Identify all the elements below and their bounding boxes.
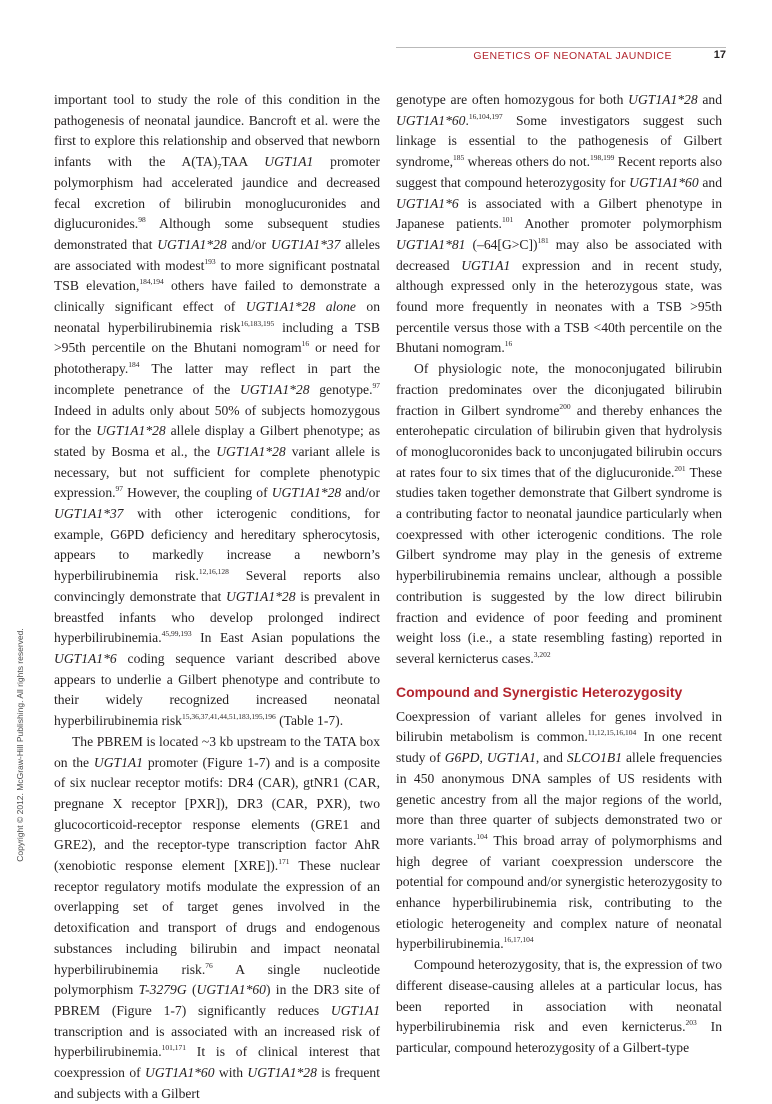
reference-superscript: 11,12,15,16,104 — [587, 728, 637, 738]
reference-superscript: 201 — [674, 463, 686, 473]
italic-term: UGT1A1*28 — [271, 485, 342, 501]
header-rule — [396, 47, 726, 48]
reference-superscript: 185 — [453, 153, 465, 163]
italic-term: UGT1A1 — [264, 154, 314, 170]
reference-superscript: 45,99,193 — [161, 629, 192, 639]
body-paragraph: Coexpression of variant alleles for genes involved in bilirubin metabolism is common.$^{11,12,15,16,104}$ In one recent study of G6PD, UGT1A1, and SLCO1B1 allele frequencies in 450 anonymous DNA samples of US residents with genetic ancestry from all the major regions of the world, more than three quarter of subjects demonstrated two or more variants.$^{104}$ This broad array of polymorphisms and high degree of variant coexpression underscore the potential for compound and/or synergistic heterozygosity to enhance hyperbilirubinemia risk, contributing to the etiologic heterogeneity and complex nature of neonatal hyperbilirubinemia.$^{16,17,104}$ — [396, 708, 722, 952]
italic-term: UGT1A1*6 — [54, 650, 117, 666]
body-paragraph: Compound heterozygosity, that is, the expression of two different disease-causing alleles at a particular locus, has been reported in association with neonatal hyperbilirubinemia risk and even kernicterus.$^{203}$ In particular, compound heterozygosity of a Gilbert-type — [396, 957, 722, 1055]
section-heading: Compound and Synergistic Heterozygosity — [396, 683, 683, 700]
italic-term: UGT1A1*28 — [628, 92, 698, 107]
italic-term: UGT1A1*28 — [226, 588, 296, 604]
left-column — [54, 90, 380, 1104]
reference-superscript: 97 — [372, 380, 380, 390]
reference-superscript: 97 — [115, 484, 124, 494]
body-paragraph: The PBREM is located ~3 kb upstream to the TATA box on the UGT1A1 promoter (Figure 1-7) and is a composite of six nuclear receptor motifs: DR4 (CAR), gtNR1 (CAR, pregnane X receptor [PXR]), DR3 (CAR, PXR), two glucocorticoid-receptor response elements (GRE1 and GRE2), and the receptor-type transcription factor AhR (xenobiotic response element [XRE]).$^{171}$ These nuclear receptor regulatory motifs modulate the expression of an overlapping set of target genes involved in the detoxification and transport of drugs and endogenous substances including bilirubin and impact neonatal hyperbilirubinemia risk.$^{76}$ A single nucleotide polymorphism T-3279G (UGT1A1*60) in the DR3 site of PBREM (Figure 1-7) significantly reduces UGT1A1 transcription and is associated with an increased risk of hyperbilirubinemia.$^{101,171}$ It is of clinical interest that coexpression of UGT1A1*60 with UGT1A1*28 is frequent and subjects with a Gilbert — [54, 733, 380, 1101]
italic-term: UGT1A1*28 — [240, 381, 310, 397]
reference-superscript: 184,194 — [139, 277, 164, 287]
reference-superscript: 16 — [301, 339, 310, 349]
italic-term: SLCO1B1 — [566, 750, 622, 766]
subscript: 7 — [217, 162, 222, 172]
italic-term: UGT1A1 — [330, 1002, 380, 1018]
reference-superscript: 198,199 — [590, 153, 615, 163]
reference-superscript: 171 — [278, 857, 290, 867]
italic-term: UGT1A1*60 — [196, 982, 266, 998]
copyright-notice: Copyright © 2012. McGraw-Hill Publishing. All rights reserved. — [15, 628, 25, 862]
reference-superscript: 184 — [128, 360, 140, 370]
italic-term: UGT1A1*28 — [247, 1065, 317, 1081]
italic-term: G6PD — [444, 750, 480, 766]
running-head: GENETICS OF NEONATAL JAUNDICE — [473, 50, 672, 62]
reference-superscript: 98 — [138, 215, 146, 225]
italic-term: UGT1A1*60 — [145, 1065, 215, 1081]
italic-term: UGT1A1 — [93, 754, 143, 770]
italic-term: UGT1A1*37 — [271, 236, 341, 252]
italic-term: UGT1A1*37 — [54, 506, 124, 522]
reference-superscript: 16,104,197 — [468, 111, 503, 121]
body-paragraph: Of physiologic note, the monoconjugated bilirubin fraction predominates over the diconjugated bilirubin fraction in Gilbert syndrome$^{200}$ and thereby enhances the enterohepatic circulation of bilirubin given that hydrolysis of monoglucoronides back to unconjugated bilirubin occurs at rates four to six times that of the diglucuronide.$^{201}$ These studies taken together demonstrate that Gilbert syndrome is a contributing factor to neonatal jaundice particularly when coexpressed with other icterogenic conditions. The role Gilbert syndrome may play in the genesis of extreme hyperbilirubinemia remains unclear, although a possible contribution is suggested by the low direct bilirubin fraction and evidence of poor feeding and prominent weight loss (i.e., a state resembling fasting) reported in several kernicterus cases.$^{3,202}$ — [396, 361, 723, 666]
reference-superscript: 3,202 — [533, 649, 551, 659]
reference-superscript: 15,36,37,41,44,51,183,195,196 — [181, 712, 276, 722]
italic-term: UGT1A1*28 — [216, 443, 286, 459]
reference-superscript: 16,183,195 — [240, 318, 275, 328]
italic-term: UGT1A1*6 — [396, 195, 459, 211]
italic-term: UGT1A1*60 — [396, 112, 466, 128]
italic-term: UGT1A1*28 alone — [245, 299, 356, 315]
reference-superscript: 76 — [205, 960, 213, 970]
italic-term: T-3279G — [138, 982, 187, 998]
italic-term: UGT1A1*28 — [157, 236, 227, 252]
italic-term: UGT1A1*81 — [396, 236, 466, 252]
right-column — [396, 90, 722, 1059]
italic-term: UGT1A1*28 — [96, 423, 166, 439]
italic-term: UGT1A1*60 — [629, 174, 699, 190]
reference-superscript: 12,16,128 — [198, 567, 229, 577]
reference-superscript: 193 — [204, 256, 216, 266]
body-paragraph: important tool to study the role of this condition in the pathogenesis of neonatal jaundice. Bancroft et al. were the first to explore this relationship and observed that newborn infants with the $A(TA)_7TAA$ UGT1A1 promoter polymorphism had accelerated jaundice and decreased fecal excretion of bilirubin monoglucuronides and diglucuronides.$^{98}$ Although some subsequent studies demonstrated that UGT1A1*28 and/or UGT1A1*37 alleles are associated with modest$^{193}$ to more significant postnatal TSB elevation,$^{184,194}$ others have failed to demonstrate a clinically significant effect of UGT1A1*28 alone on neonatal hyperbilirubinemia risk$^{16,183,195}$ including a TSB >95th percentile on the Bhutani nomogram$^{16}$ or need for phototherapy.$^{184}$ The latter may reflect in part the incomplete penetrance of the UGT1A1*28 genotype.$^{97}$ Indeed in adults only about 50% of subjects homozygous for the UGT1A1*28 allele display a Gilbert phenotype; as stated by Bosma et al., the UGT1A1*28 variant allele is necessary, but not sufficient for complete phenotypic expression.$^{97}$ However, the coupling of UGT1A1*28 and/or UGT1A1*37 with other icterogenic conditions, for example, G6PD deficiency and hereditary spherocytosis, appears to markedly increase a newborn’s hyperbilirubinemia risk.$^{12,16,128}$ Several reports also convincingly demonstrate that UGT1A1*28 is prevalent in breastfed infants who develop prolonged indirect hyperbilirubinemia.$^{45,99,193}$ In East Asian populations the UGT1A1*6 coding sequence variant described above appears to underlie a Gilbert phenotype and contribute to their widely recognized increased neonatal hyperbilirubinemia risk$^{15,36,37,41,44,51,183,195,196}$ (Table 1-7). — [54, 92, 381, 729]
italic-term: UGT1A1 — [461, 257, 511, 273]
reference-superscript: 104 — [476, 831, 488, 841]
reference-superscript: 203 — [685, 1018, 697, 1028]
italic-term: UGT1A1 — [486, 750, 536, 766]
reference-superscript: 101,171 — [161, 1043, 186, 1053]
reference-superscript: 200 — [559, 401, 571, 411]
reference-superscript: 16,17,104 — [503, 935, 534, 945]
page-number: 17 — [713, 49, 726, 61]
reference-superscript: 101 — [501, 215, 514, 225]
reference-superscript: 181 — [537, 235, 549, 245]
body-paragraph: genotype are often homozygous for both UGT1A1*28 and UGT1A1*60.$^{16,104,197}$ Some investigators suggest such linkage is essential to the pathogenesis of Gilbert syndrome,$^{185}$ whereas others do not.$^{198,199}$ Recent reports also suggest that compound heterozygosity for UGT1A1*60 and UGT1A1*6 is associated with a Gilbert phenotype in Japanese patients.$^{101}$ Another promoter polymorphism UGT1A1*81 (–64[G>C])$^{181}$ may also be associated with decreased UGT1A1 expression and in recent study, although expressed only in the heterozygous state, was found more frequently in neonates with a TSB >95th percentile versus those with a TSB <40th percentile on the Bhutani nomogram.$^{16}$ — [396, 92, 722, 356]
reference-superscript: 16 — [504, 339, 513, 349]
